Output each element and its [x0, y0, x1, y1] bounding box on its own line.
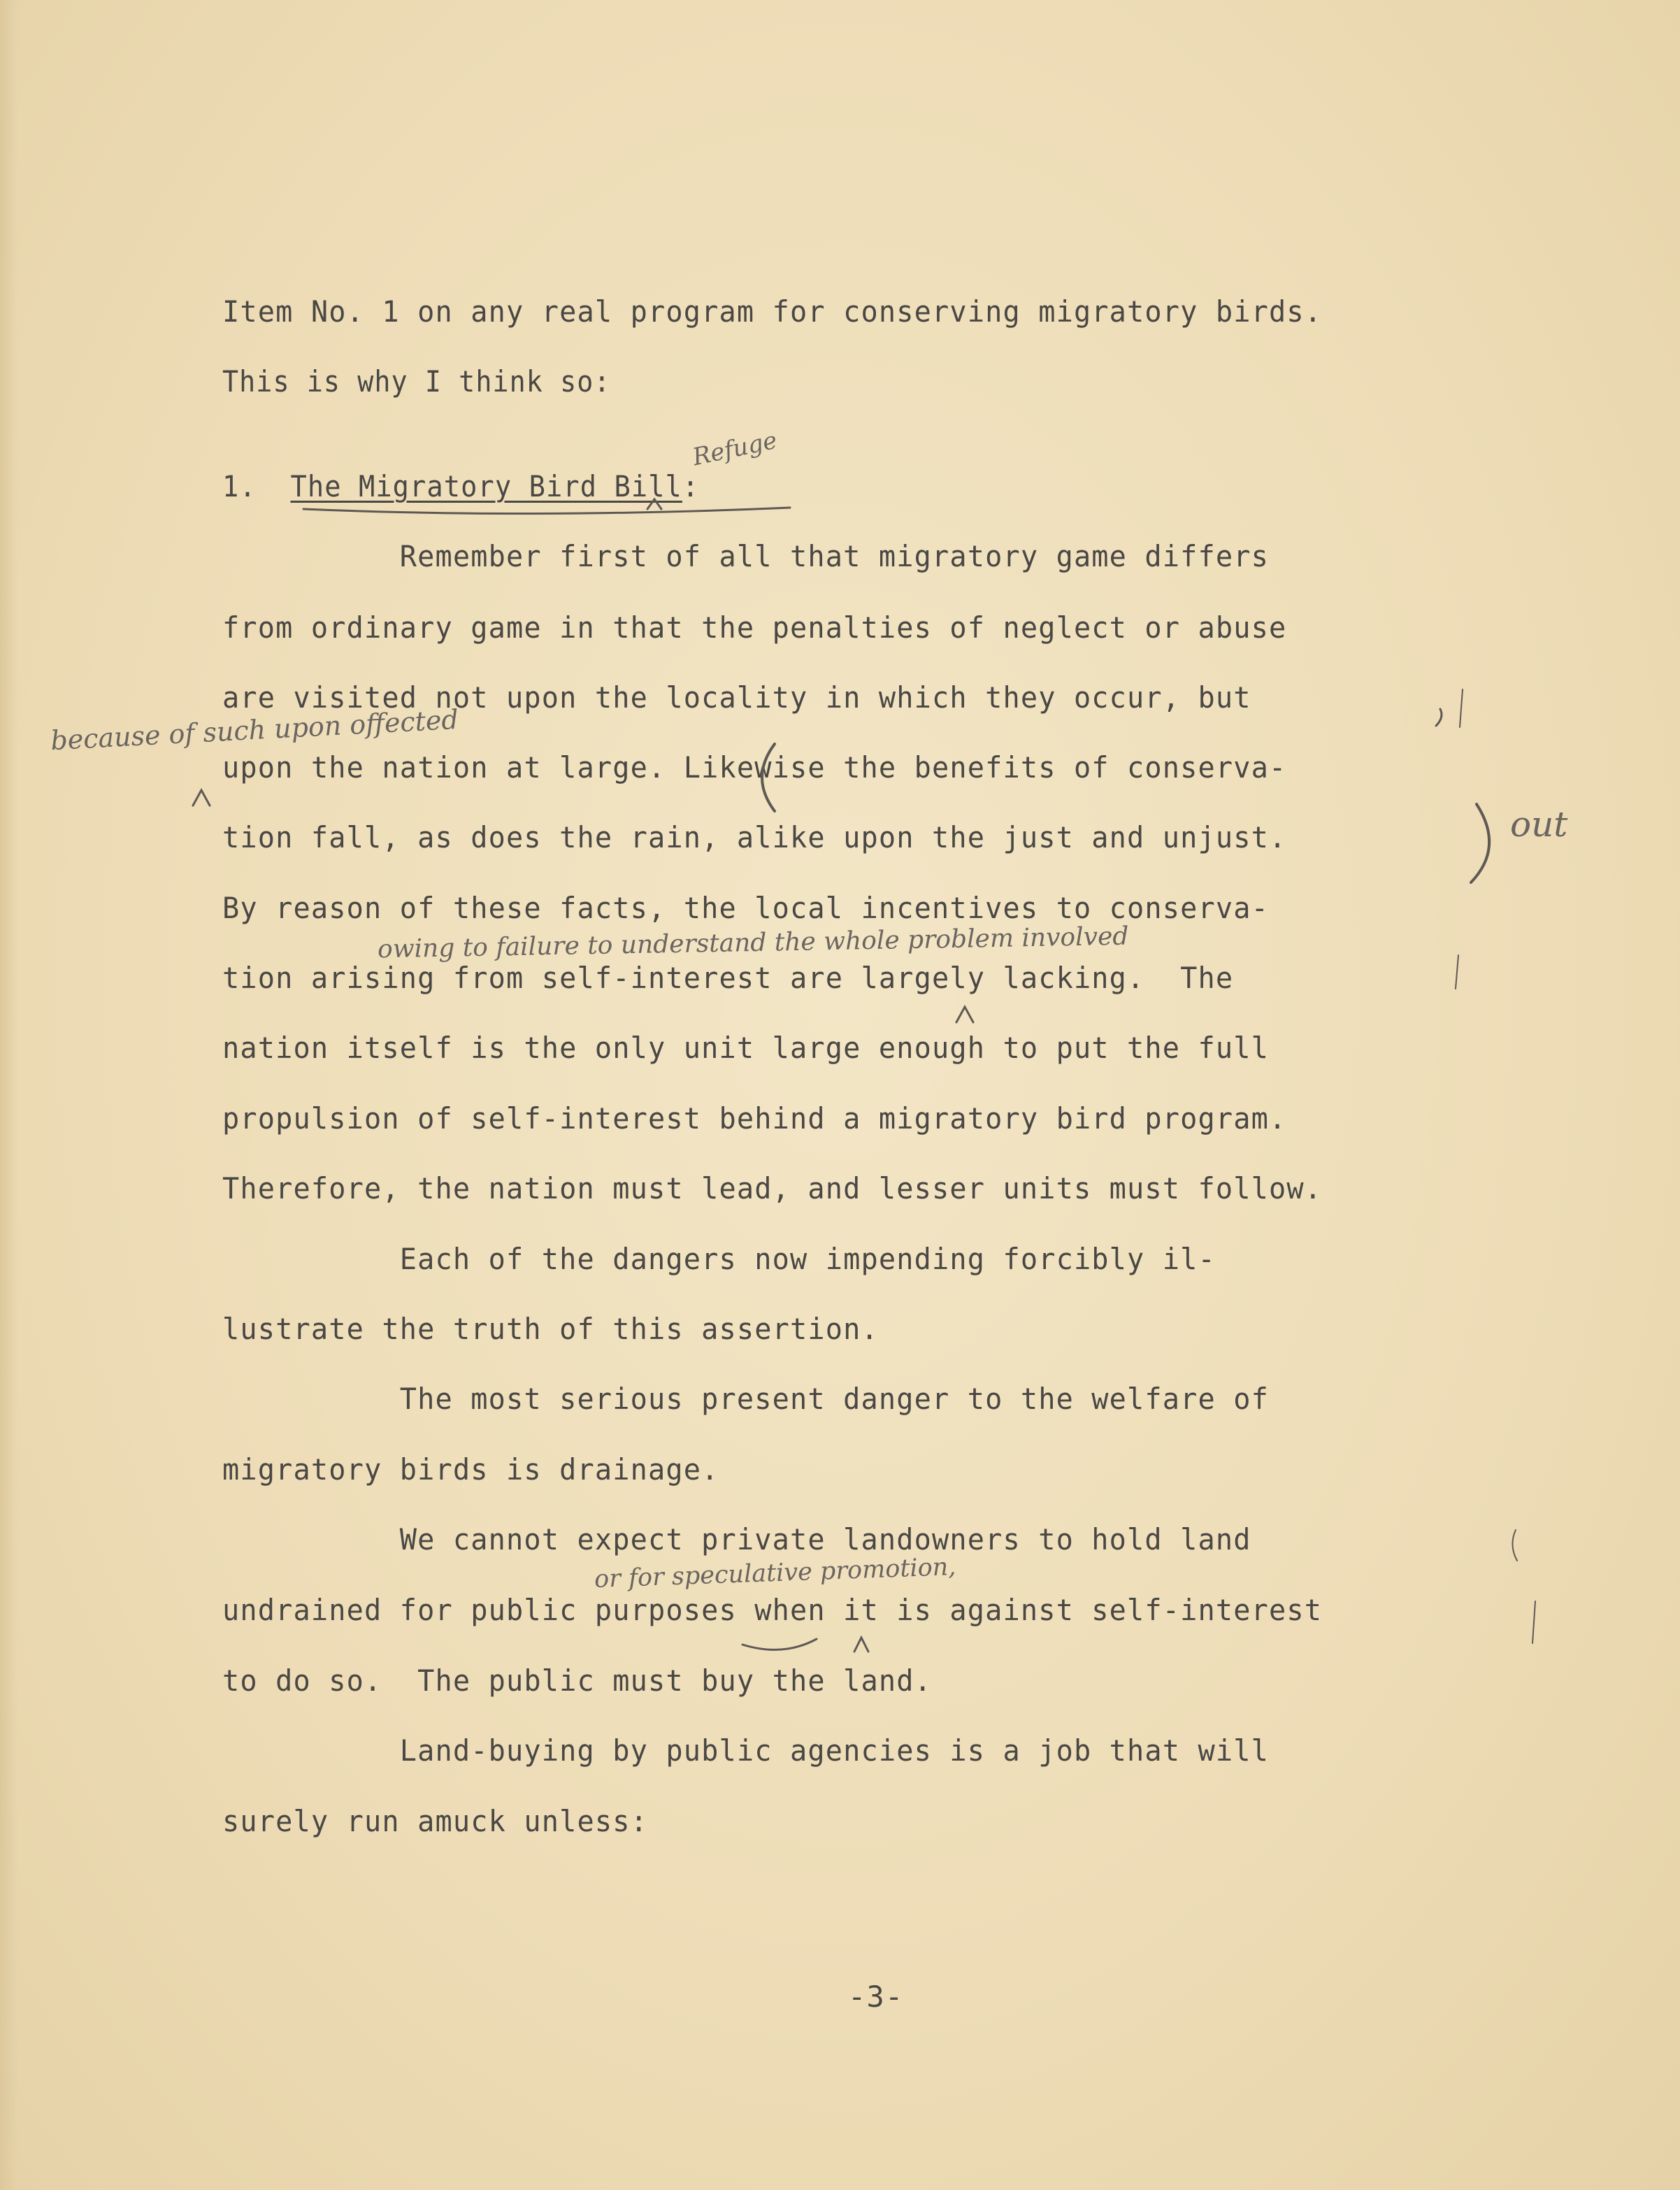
- heading-underline-mark: [303, 508, 790, 514]
- text-line-18: undrained for public purposes when it is against self-interest: [222, 1593, 1323, 1627]
- page-number: -3-: [848, 1980, 904, 2014]
- section-colon: :: [682, 469, 700, 503]
- annotation-refuge: Refuge: [690, 426, 780, 472]
- text-line-9: tion arising from self-interest are largely lacking. The: [222, 961, 1234, 995]
- text-line-10: nation itself is the only unit large enough to put the full: [222, 1031, 1270, 1065]
- text-line-16: migratory birds is drainage.: [222, 1452, 719, 1487]
- text-line-3: Remember first of all that migratory game differs: [222, 539, 1270, 573]
- text-line-7: tion fall, as does the rain, alike upon the just and unjust.: [222, 820, 1287, 854]
- swash-mark: [742, 1639, 817, 1649]
- annotation-owing: owing to failure to understand the whole problem involved: [377, 922, 1129, 964]
- page-edge-shadow: [0, 0, 18, 2190]
- margin-tick-1: [1460, 689, 1463, 727]
- annotation-speculative: or for speculative promotion,: [594, 1552, 956, 1594]
- text-line-6: upon the nation at large. Likewise the benefits of conserva-: [222, 750, 1287, 785]
- close-paren-mark: [1471, 804, 1489, 882]
- text-line-21: surely run amuck unless:: [222, 1804, 648, 1838]
- annotation-because: because of such upon offected: [50, 703, 459, 757]
- annotation-out: out: [1510, 804, 1568, 845]
- text-line-20: Land-buying by public agencies is a job that will: [222, 1733, 1270, 1768]
- text-line-2: This is why I think so:: [222, 364, 611, 399]
- text-line-1: Item No. 1 on any real program for conserving migratory birds.: [222, 294, 1323, 329]
- section-number: 1.: [222, 469, 291, 503]
- text-line-4: from ordinary game in that the penalties of neglect or abuse: [222, 610, 1287, 645]
- insert-caret-owing: [956, 1007, 973, 1022]
- comma-mark: [1436, 709, 1442, 726]
- section-title: The Migratory Bird Bill: [290, 469, 682, 503]
- text-line-8: By reason of these facts, the local incentives to conserva-: [222, 891, 1270, 925]
- text-line-15: The most serious present danger to the welfare of: [222, 1382, 1270, 1416]
- text-line-12: Therefore, the nation must lead, and lesser units must follow.: [222, 1171, 1323, 1205]
- text-line-13: Each of the dangers now impending forcibly il-: [222, 1242, 1216, 1276]
- margin-tick-3: [1532, 1601, 1535, 1643]
- text-line-14: lustrate the truth of this assertion.: [222, 1312, 879, 1346]
- margin-tick-2: [1512, 1530, 1517, 1561]
- text-line-17: We cannot expect private landowners to hold land: [222, 1522, 1251, 1556]
- insert-caret-speculative: [854, 1638, 868, 1652]
- text-line-19: to do so. The public must buy the land.: [222, 1663, 932, 1698]
- text-line-5: are visited not upon the locality in which they occur, but: [222, 680, 1251, 715]
- text-line-11: propulsion of self-interest behind a migratory bird program.: [222, 1101, 1287, 1136]
- margin-tick-4: [1456, 955, 1458, 989]
- insert-caret-because: [193, 790, 210, 806]
- section-heading: [222, 468, 699, 505]
